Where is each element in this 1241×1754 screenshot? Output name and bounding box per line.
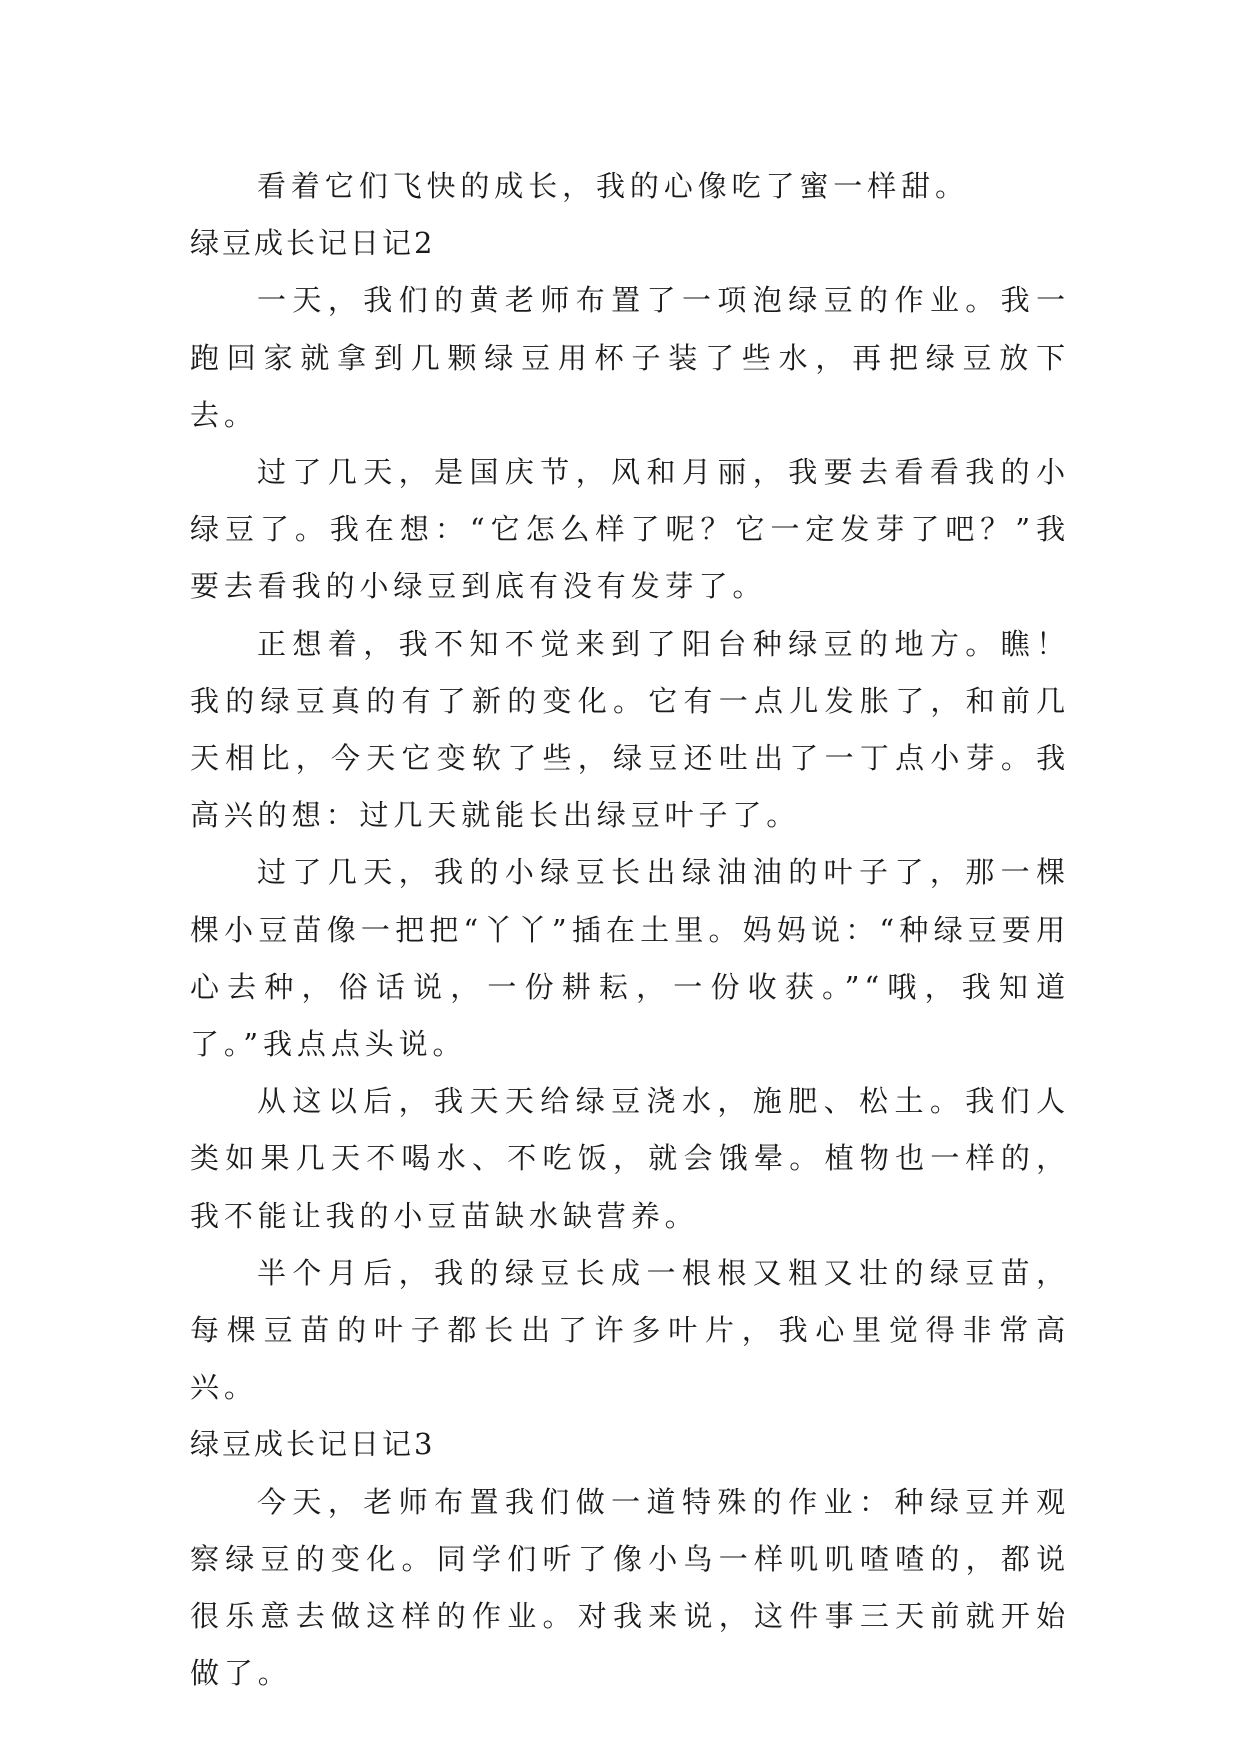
paragraph: 过了几天，是国庆节，风和月丽，我要去看看我的小绿豆了。我在想：“它怎么样了呢？它一定发芽了吧？”我要去看我的小绿豆到底有没有发芽了。	[190, 455, 1070, 604]
paragraph: 从这以后，我天天给绿豆浇水，施肥、松土。我们人类如果几天不喝水、不吃饭，就会饿晕。植物也一样的，我不能让我的小豆苗缺水缺营养。	[190, 1084, 1070, 1233]
paragraph: 一天，我们的黄老师布置了一项泡绿豆的作业。我一跑回家就拿到几颗绿豆用杯子装了些水，再把绿豆放下去。	[190, 283, 1070, 432]
document-page	[190, 158, 1070, 1702]
paragraph: 正想着，我不知不觉来到了阳台种绿豆的地方。瞧！我的绿豆真的有了新的变化。它有一点儿发胀了，和前几天相比，今天它变软了些，绿豆还吐出了一丁点小芽。我高兴的想：过几天就能长出绿豆叶子了。	[190, 626, 1070, 833]
paragraph: 今天，老师布置我们做一道特殊的作业：种绿豆并观察绿豆的变化。同学们听了像小鸟一样叽叽喳喳的，都说很乐意去做这样的作业。对我来说，这件事三天前就开始做了。	[190, 1484, 1070, 1691]
paragraph: 看着它们飞快的成长，我的心像吃了蜜一样甜。	[257, 169, 969, 203]
section-heading: 绿豆成长记日记3	[190, 1427, 436, 1462]
paragraph: 半个月后，我的绿豆长成一根根又粗又壮的绿豆苗，每棵豆苗的叶子都长出了许多叶片，我心里觉得非常高兴。	[190, 1255, 1070, 1405]
paragraph: 过了几天，我的小绿豆长出绿油油的叶子了，那一棵棵小豆苗像一把把“丫丫”插在土里。妈妈说：“种绿豆要用心去种，俗话说，一份耕耘，一份收获。”“哦，我知道了。”我点点头说。	[190, 855, 1070, 1062]
section-heading: 绿豆成长记日记2	[190, 226, 436, 261]
